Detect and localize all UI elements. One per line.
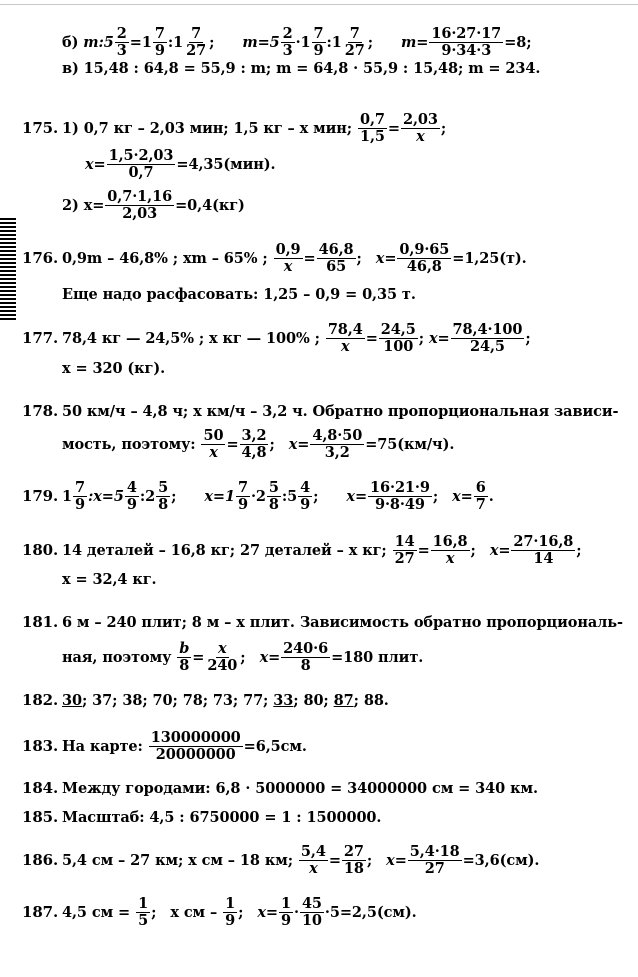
denominator: 9 [75,495,85,513]
text: · [293,903,299,921]
text: 0,9m – 46,8% ; xm – 65% ; [62,249,268,267]
fraction [368,480,432,511]
denominator: 3 [282,41,293,59]
label-b: б) [62,33,79,51]
text: ; [313,487,319,505]
text: x= [452,487,473,505]
fraction [73,480,87,511]
denominator: 46,8 [406,257,442,275]
text: 5,4 см – 27 км; x см – 18 км; [62,851,293,869]
text: ; [418,329,424,347]
fraction [105,189,174,220]
fraction [156,480,170,511]
text: ; [576,541,582,559]
problem-number: 179. [22,487,59,505]
text: ; [171,487,177,505]
problem-185 [22,803,381,831]
fraction [236,480,250,511]
numerator: 7 [154,25,165,43]
text: ная, поэтому [62,648,172,666]
text: x см – [170,903,218,921]
problem-181-line2 [62,637,423,677]
denominator: 9 [126,495,137,513]
denominator: 2,03 [122,204,158,222]
text: ; [366,851,373,869]
text: x= [375,249,397,267]
fraction [326,322,365,353]
text: x=1 [204,487,235,505]
denominator: 8 [300,656,311,674]
problem-186 [22,840,539,880]
fraction [184,26,208,57]
denominator: 8 [268,495,279,513]
text: ; [238,903,244,921]
fraction [149,730,243,761]
numerator: 6 [475,479,486,497]
fraction [429,26,503,57]
problem-number: 182. [22,691,59,709]
fraction [274,242,303,273]
fraction [397,242,451,273]
numerator: 4,8·50 [312,427,363,445]
fraction [298,480,312,511]
problem-176 [22,238,527,278]
text: Масштаб: 4,5 : 6750000 = 1 : 1500000. [62,808,382,826]
denominator: x [283,257,293,275]
numerator: 2,03 [402,111,438,129]
numerator: 27·16,8 [513,533,574,551]
fraction [223,896,237,927]
fraction [267,480,281,511]
text: m:5 [83,33,114,51]
problem-178 [22,397,618,425]
text: 78,4 кг — 24,5% ; x кг — 100% ; [62,329,320,347]
text: 1 [62,487,72,505]
problem-182 [22,686,389,714]
numerator: 1 [225,895,236,913]
text: x= [257,903,278,921]
numerator: 78,4 [327,321,363,339]
denominator: 9·8·49 [375,495,425,513]
fraction [408,844,462,875]
fraction [299,844,328,875]
text: x= [346,487,368,505]
text: = [226,435,239,453]
problem-175-line3 [62,185,245,225]
text: Между городами: 6,8 · 5000000 = 34000000 см = 340 км. [62,779,538,797]
denominator: 20000000 [155,745,236,763]
numerator: 16·21·9 [370,479,430,497]
fraction [300,896,324,927]
fraction [125,480,139,511]
numerator: x [218,640,227,658]
problem-number: 180. [22,541,59,559]
denominator: 9 [225,911,236,929]
fraction [393,534,417,565]
numerator: 4 [300,479,311,497]
text: x= [428,329,450,347]
text: На карте: [62,737,143,755]
text: =6,5см. [243,737,307,755]
text: =0,4(кг) [175,196,245,214]
numerator: 5 [158,479,169,497]
text: ; [151,903,157,921]
numerator: 240·6 [283,640,329,658]
fraction [136,896,150,927]
text: ; [367,33,374,51]
text: 1) 0,7 кг – 2,03 мин; 1,5 кг – x мин; [62,119,352,137]
denominator: 10 [301,911,322,929]
problem-183 [22,726,307,766]
text: ; [240,648,246,666]
denominator: x [445,549,455,567]
problem-180 [22,530,582,570]
text: ; [440,119,447,137]
text: ; [269,435,275,453]
fraction [312,26,326,57]
denominator: 100 [383,337,414,355]
problem-175-line2 [85,144,276,184]
problem-175 [22,108,446,148]
text: :x=5 [88,487,124,505]
fraction [240,428,269,459]
fraction [431,534,470,565]
fraction [107,148,176,179]
side-barcode [0,218,16,322]
text: = [365,329,378,347]
denominator: 9 [237,495,248,513]
denominator: x [416,127,425,145]
problem-178-line2 [62,424,454,464]
problem-number: 183. [22,737,59,755]
text: ; 80; [293,691,334,709]
fraction [401,112,440,143]
denominator: 65 [326,257,347,275]
denominator: 8 [158,495,169,513]
numerator: 5,4·18 [409,843,460,861]
text: Еще надо расфасовать: 1,25 – 0,9 = 0,35 т. [62,285,416,303]
text: = [328,851,341,869]
text: x= [489,541,511,559]
text: x = 32,4 кг. [62,570,157,588]
text: x = 320 (кг). [62,359,166,377]
text: x= [386,851,407,869]
problem-176-line2 [62,280,416,308]
text: =1,25(т). [452,249,527,267]
fraction [379,322,418,353]
problem-number: 175. [22,119,59,137]
numerator: b [179,640,190,658]
fraction [281,641,330,672]
underlined-number: 87 [333,691,354,709]
problem-number: 178. [22,402,59,420]
numerator: 7 [75,479,85,497]
numerator: 1 [280,895,291,913]
numerator: 0,7 [359,111,385,129]
denominator: 24,5 [470,337,505,355]
problem-number: 185. [22,808,59,826]
text: =1 [129,33,152,51]
text: = [192,648,205,666]
problem-179 [22,476,494,516]
denominator: 3 [116,41,127,59]
numerator: 1,5·2,03 [108,147,174,165]
text: 2) x= [62,196,105,214]
text: :2 [139,487,156,505]
denominator: x [309,859,318,877]
text: = [303,249,316,267]
text: :1 [326,33,342,51]
denominator: 240 [207,656,238,674]
problem-177 [22,318,531,358]
text: 14 деталей – 16,8 кг; 27 деталей – x кг; [62,541,387,559]
numerator: 16,8 [432,533,468,551]
text: ; [356,249,362,267]
problem-number: 187. [22,903,59,921]
text: ; [470,541,476,559]
problem-181 [22,608,623,636]
numerator: 7 [237,479,248,497]
numerator: 5,4 [300,843,326,861]
denominator: 5 [138,911,149,929]
text: 50 км/ч – 4,8 ч; x км/ч – 3,2 ч. Обратно пропорциональная зависи- [62,402,619,420]
text: m= [401,33,429,51]
underlined-number: 33 [273,691,294,709]
numerator: 3,2 [241,427,267,445]
denominator: 27 [186,41,207,59]
text: ; 88. [353,691,389,709]
problem-177-line2 [62,354,165,382]
fraction [342,844,366,875]
text: ·2 [250,487,266,505]
text: . [488,487,494,505]
denominator: 27 [344,41,365,59]
problem-number: 186. [22,851,59,869]
problem-number: 181. [22,613,59,631]
denominator: x [209,443,218,461]
fraction [115,26,129,57]
denominator: 3,2 [324,443,350,461]
denominator: 9 [280,911,291,929]
problem-number: 177. [22,329,59,347]
numerator: 5 [268,479,279,497]
text: мость, поэтому: [62,435,196,453]
numerator: 4 [126,479,137,497]
denominator: 7 [475,495,486,513]
text: в) 15,48 : 64,8 = 55,9 : m; m = 64,8 · 55,9 : 15,48; m = 234. [62,59,541,77]
denominator: 18 [343,859,364,877]
fraction [281,26,295,57]
problem-number: 176. [22,249,59,267]
fraction [205,641,239,672]
numerator: 130000000 [150,729,241,747]
numerator: 45 [301,895,322,913]
denominator: 0,7 [128,163,154,181]
denominator: 1,5 [359,127,385,145]
text: =4,35(мин). [176,155,276,173]
problem-184 [22,774,538,802]
numerator: 7 [191,25,202,43]
text: x= [259,648,281,666]
numerator: 78,4·100 [452,321,523,339]
text: = [417,541,430,559]
denominator: 8 [179,656,190,674]
numerator: 0,9 [275,241,301,259]
numerator: 27 [343,843,364,861]
text: x= [288,435,310,453]
numerator: 0,9·65 [399,241,450,259]
numerator: 2 [116,25,127,43]
denominator: 14 [533,549,554,567]
text: =8; [504,33,532,51]
text: 4,5 см = [62,903,131,921]
text: ; 37; 38; 70; 78; 73; 77; [81,691,274,709]
denominator: 27 [394,549,415,567]
numerator: 7 [349,25,360,43]
text: ·5=2,5(см). [324,903,417,921]
denominator: 9·34·3 [441,41,492,59]
numerator: 14 [394,533,415,551]
top-divider [0,4,638,5]
problem-number: 184. [22,779,59,797]
text: m=5 [242,33,280,51]
fraction [451,322,525,353]
fraction [201,428,225,459]
text: = [387,119,400,137]
text: ; [525,329,531,347]
text: 6 м – 240 плит; 8 м – x плит. Зависимость обратно пропорциональ- [62,613,623,631]
line-v [62,54,540,82]
denominator: x [341,337,350,355]
denominator: 4,8 [241,443,267,461]
fraction [177,641,191,672]
fraction [310,428,364,459]
text: :5 [281,487,298,505]
numerator: 50 [203,427,224,445]
fraction [358,112,387,143]
problem-180-line2 [62,565,156,593]
text: =75(км/ч). [365,435,455,453]
numerator: 46,8 [318,241,354,259]
fraction [317,242,356,273]
numerator: 2 [282,25,293,43]
fraction [511,534,575,565]
numerator: 16·27·17 [431,25,502,43]
numerator: 1 [138,895,149,913]
fraction [343,26,367,57]
text: :1 [167,33,184,51]
text: =3,6(см). [462,851,540,869]
fraction [279,896,293,927]
fraction [474,480,488,511]
text: ; [432,487,439,505]
numerator: 0,7·1,16 [107,188,173,206]
denominator: 9 [154,41,165,59]
numerator: 7 [313,25,324,43]
fraction [153,26,167,57]
text: ; [209,33,215,51]
text: x= [85,155,106,173]
denominator: 27 [424,859,445,877]
denominator: 9 [300,495,311,513]
underlined-number: 30 [62,691,82,709]
problem-187 [22,892,417,932]
text: =180 плит. [331,648,424,666]
numerator: 24,5 [380,321,416,339]
text: ·1 [295,33,311,51]
denominator: 9 [313,41,324,59]
